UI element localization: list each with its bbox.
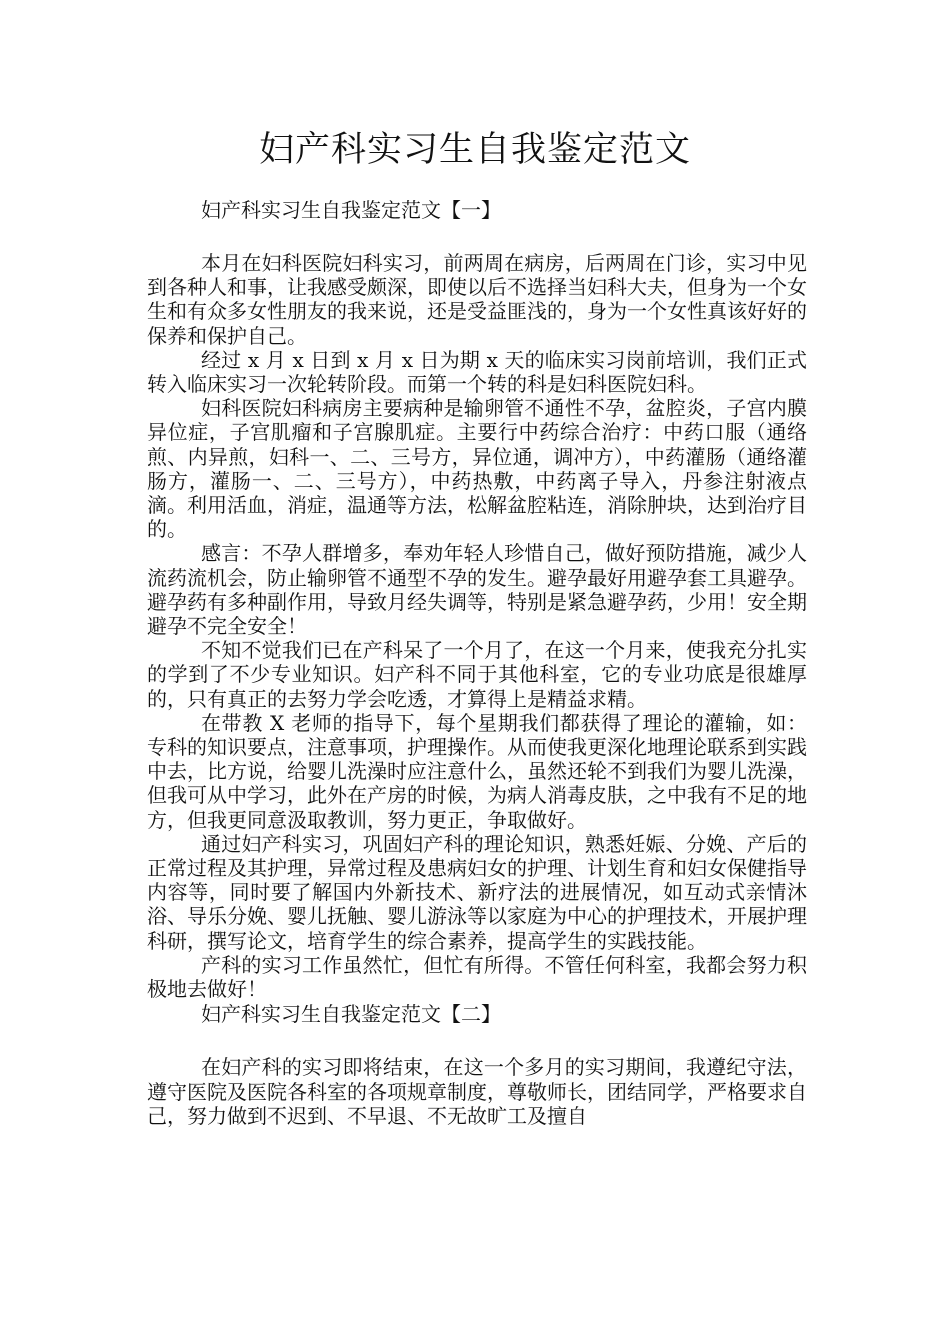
spacer	[147, 224, 807, 251]
paragraph: 在带教 X 老师的指导下，每个星期我们都获得了理论的灌输，如：专科的知识要点，注意事项，护理操作。从而使我更深化地理论联系到实践中去，比方说，给婴儿洗澡时应注意什么，虽然还轮不到我们为婴儿洗澡，但我可从中学习，此外在产房的时候，为病人消毒皮肤，之中我有不足的地方，但我更同意汲取教训，努力更正，争取做好。	[147, 710, 807, 832]
spacer	[147, 1028, 807, 1055]
section-heading-2: 妇产科实习生自我鉴定范文【二】	[201, 1002, 501, 1027]
paragraph: 在妇产科的实习即将结束，在这一个多月的实习期间，我遵纪守法，遵守医院及医院各科室的各项规章制度，尊敬师长，团结同学，严格要求自己，努力做到不迟到、不早退、不无故旷工及擅自	[147, 1055, 807, 1128]
paragraph: 妇科医院妇科病房主要病种是输卵管不通性不孕，盆腔炎，子宫内膜异位症，子宫肌瘤和子宫腺肌症。主要行中药综合治疗：中药口服（通络煎、内异煎，妇科一、二、三号方，异位通，调冲方），中药灌肠（通络灌肠方，灌肠一、二、三号方），中药热敷，中药离子导入，丹参注射液点滴。利用活血，消症，温通等方法，松解盆腔粘连，消除肿块，达到治疗目的。	[147, 396, 807, 542]
paragraph: 通过妇产科实习，巩固妇产科的理论知识，熟悉妊娠、分娩、产后的正常过程及其护理，异常过程及患病妇女的护理、计划生育和妇女保健指导内容等，同时要了解国内外新技术、新疗法的进展情况，如互动式亲情沐浴、导乐分娩、婴儿抚触、婴儿游泳等以家庭为中心的护理技术，开展护理科研，撰写论文，培育学生的综合素养，提高学生的实践技能。	[147, 831, 807, 953]
paragraph: 本月在妇科医院妇科实习，前两周在病房，后两周在门诊，实习中见到各种人和事，让我感受颇深，即使以后不选择当妇科大夫，但身为一个女生和有众多女性朋友的我来说，还是受益匪浅的，身为一个女性真该好好的保养和保护自己。	[147, 251, 807, 348]
document-title: 妇产科实习生自我鉴定范文	[258, 130, 691, 170]
section-heading-1: 妇产科实习生自我鉴定范文【一】	[201, 198, 501, 222]
document-body	[147, 197, 807, 1128]
paragraph: 不知不觉我们已在产科呆了一个月了，在这一个月来，使我充分扎实的学到了不少专业知识。妇产科不同于其他科室，它的专业功底是很雄厚的，只有真正的去努力学会吃透，才算得上是精益求精。	[147, 638, 807, 711]
paragraph: 感言：不孕人群增多，奉劝年轻人珍惜自己，做好预防措施，减少人流药流机会，防止输卵管不通型不孕的发生。避孕最好用避孕套工具避孕。避孕药有多种副作用，导致月经失调等，特别是紧急避孕药，少用！安全期避孕不完全安全！	[147, 541, 807, 639]
paragraph: 产科的实习工作虽然忙，但忙有所得。不管任何科室，我都会努力积极地去做好！	[147, 952, 807, 1002]
paragraph: 经过 x 月 x 日到 x 月 x 日为期 x 天的临床实习岗前培训，我们正式转入临床实习一次轮转阶段。而第一个转的科是妇科医院妇科。	[147, 347, 807, 397]
